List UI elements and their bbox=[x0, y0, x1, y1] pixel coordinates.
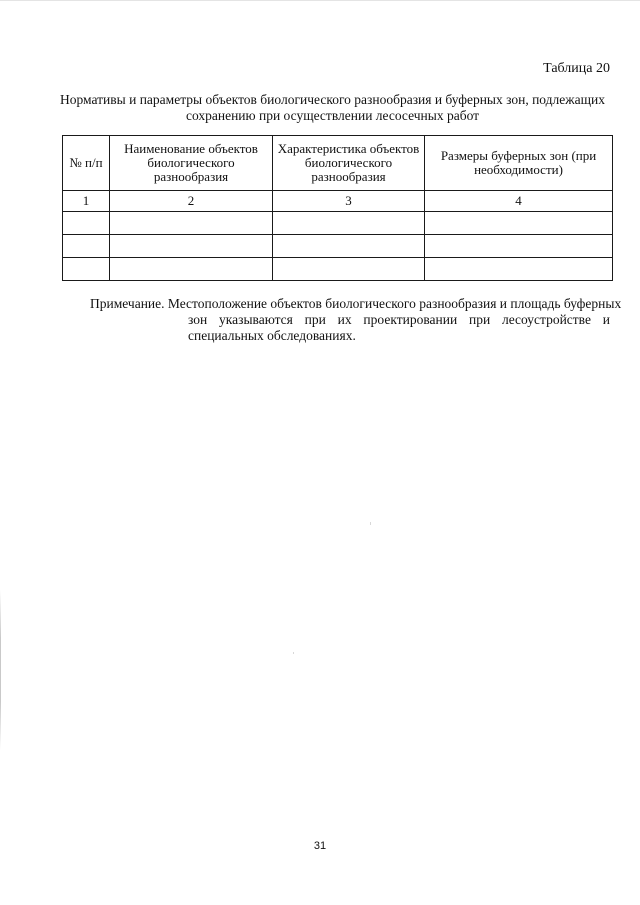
table-cell bbox=[110, 258, 273, 281]
table-cell bbox=[63, 212, 110, 235]
norms-table bbox=[62, 135, 613, 281]
table-cell bbox=[110, 235, 273, 258]
scan-edge-top bbox=[0, 0, 640, 1]
page-number: 31 bbox=[313, 840, 327, 852]
note-line-3: специальных обследованиях. bbox=[188, 328, 356, 343]
document-title bbox=[60, 92, 605, 124]
column-number-1: 1 bbox=[63, 191, 110, 212]
table-cell bbox=[425, 212, 613, 235]
table-cell bbox=[110, 212, 273, 235]
table-row bbox=[63, 258, 613, 281]
column-number-2: 2 bbox=[110, 191, 273, 212]
column-number-3: 3 bbox=[273, 191, 425, 212]
header-number: № п/п bbox=[63, 136, 110, 191]
note bbox=[90, 296, 622, 344]
table-cell bbox=[273, 258, 425, 281]
document-title-line-2: сохранению при осуществлении лесосечных работ bbox=[185, 108, 480, 123]
table-cell bbox=[425, 235, 613, 258]
table-header-row bbox=[63, 136, 613, 191]
table-cell bbox=[63, 258, 110, 281]
table-row bbox=[63, 235, 613, 258]
table-cell bbox=[273, 212, 425, 235]
table-cell bbox=[63, 235, 110, 258]
table-cell bbox=[425, 258, 613, 281]
header-buffer-zone-size: Размеры буферных зон (при необходимости) bbox=[425, 136, 613, 191]
table-cell bbox=[273, 235, 425, 258]
scan-speck bbox=[370, 522, 371, 525]
scan-speck bbox=[293, 652, 294, 654]
table-label: Таблица 20 bbox=[543, 61, 610, 76]
column-numbers-row bbox=[63, 191, 613, 212]
header-object-characteristics: Характеристика объектов биологического разнообразия bbox=[273, 136, 425, 191]
header-object-name: Наименование объектов биологического разнообразия bbox=[110, 136, 273, 191]
note-line-1: Примечание. Местоположение объектов биологического разнообразия и площадь буферных bbox=[90, 296, 622, 311]
table-row bbox=[63, 212, 613, 235]
note-line-2: зон указываются при их проектировании при лесоустройстве и bbox=[188, 312, 610, 327]
scan-edge-left bbox=[0, 590, 1, 750]
document-title-line-1: Нормативы и параметры объектов биологического разнообразия и буферных зон, подлежащих bbox=[60, 92, 605, 107]
column-number-4: 4 bbox=[425, 191, 613, 212]
